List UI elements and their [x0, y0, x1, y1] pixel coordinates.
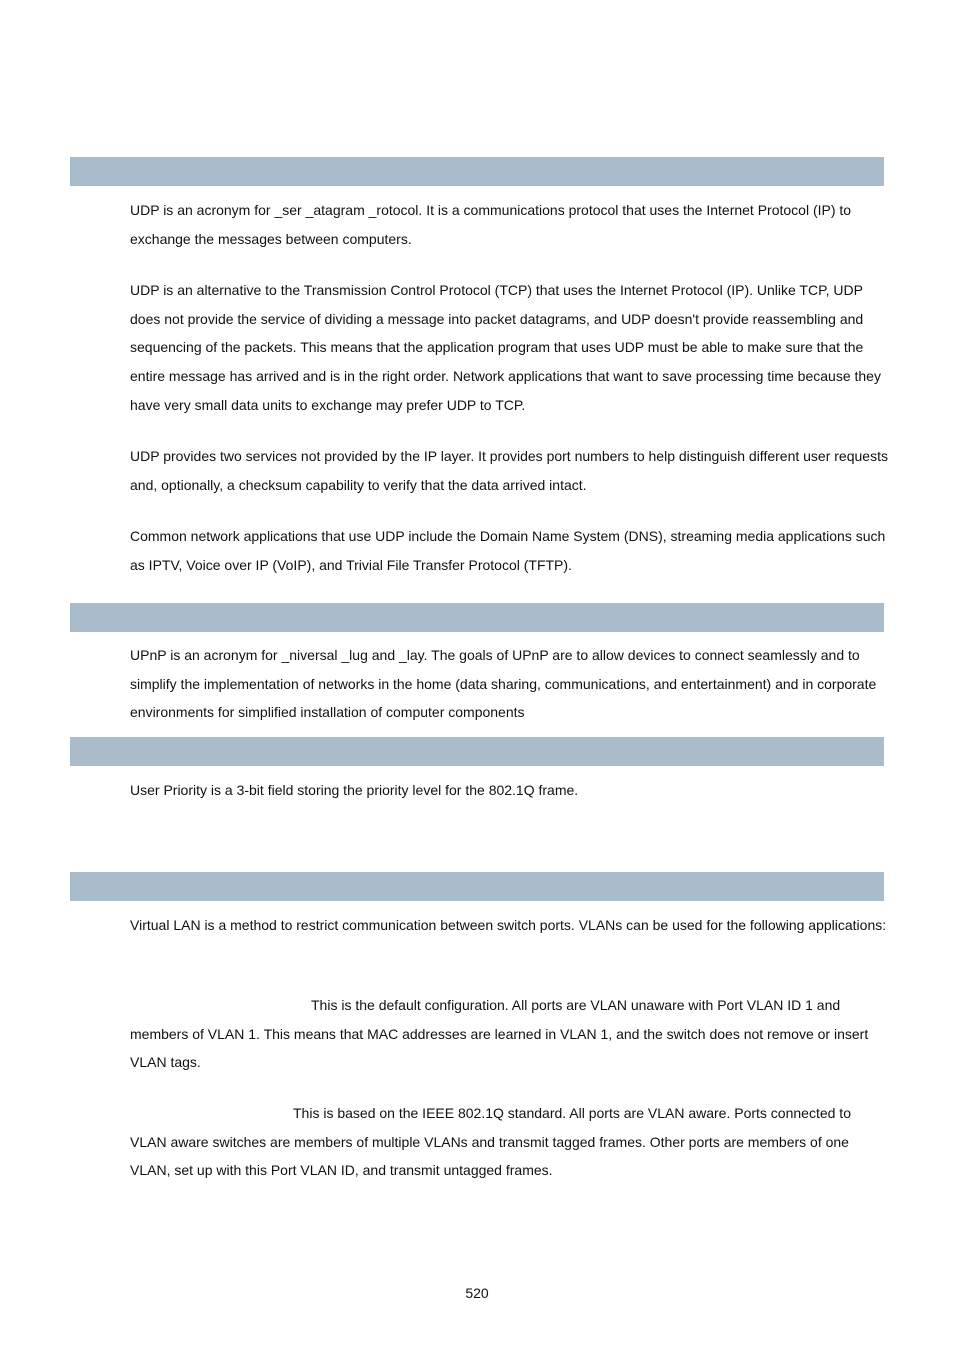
section-header-bar-udp: [70, 157, 884, 186]
vlan-paragraph-2: [130, 991, 890, 1077]
section-header-bar-vlan: [70, 872, 884, 901]
vlan-paragraph-1: Virtual LAN is a method to restrict communication between switch ports. VLANs can be used for the following applications:: [130, 917, 887, 933]
vlan-paragraph-3: [130, 1099, 890, 1185]
user-priority-paragraph-1: User Priority is a 3-bit field storing the priority level for the 802.1Q frame.: [130, 782, 579, 798]
vlan-paragraph-3-text: This is based on the IEEE 802.1Q standard. All ports are VLAN aware. Ports connected to VLAN aware switches are members of multiple VLANs and transmit tagged frames. Other ports are members of one VLAN, set up with this Port VLAN ID, and transmit untagged frames.: [130, 1105, 851, 1179]
section-header-bar-upnp: [70, 603, 884, 632]
section-header-bar-user-priority: [70, 737, 884, 766]
udp-paragraph-3: UDP provides two services not provided by the IP layer. It provides port numbers to help distinguish different user requests and, optionally, a checksum capability to verify that the data arrived intact.: [130, 448, 888, 493]
udp-paragraph-1: UDP is an acronym for _ser _atagram _rotocol. It is a communications protocol that uses the Internet Protocol (IP) to exchange the messages between computers.: [130, 202, 852, 247]
vlan-paragraph-2-text: This is the default configuration. All ports are VLAN unaware with Port VLAN ID 1 and members of VLAN 1. This means that MAC addresses are learned in VLAN 1, and the switch does not remove or insert VLAN tags.: [130, 997, 869, 1071]
upnp-paragraph-1: UPnP is an acronym for _niversal _lug and _lay. The goals of UPnP are to allow devices to connect seamlessly and to simplify the implementation of networks in the home (data sharing, communications, and entertainment) and in corporate environments for simplified installation of computer components: [130, 647, 877, 721]
udp-paragraph-4: Common network applications that use UDP include the Domain Name System (DNS), streaming media applications such as IPTV, Voice over IP (VoIP), and Trivial File Transfer Protocol (TFTP).: [130, 528, 886, 573]
page-number: 520: [465, 1285, 489, 1301]
udp-paragraph-2: UDP is an alternative to the Transmission Control Protocol (TCP) that uses the Internet Protocol (IP). Unlike TCP, UDP does not provide the service of dividing a message into packet datagrams, and UDP doesn't provide reassembling and sequencing of the packets. This means that the application program that uses UDP must be able to make sure that the entire message has arrived and is in the right order. Network applications that want to save processing time because they have very small data units to exchange may prefer UDP to TCP.: [130, 282, 881, 413]
